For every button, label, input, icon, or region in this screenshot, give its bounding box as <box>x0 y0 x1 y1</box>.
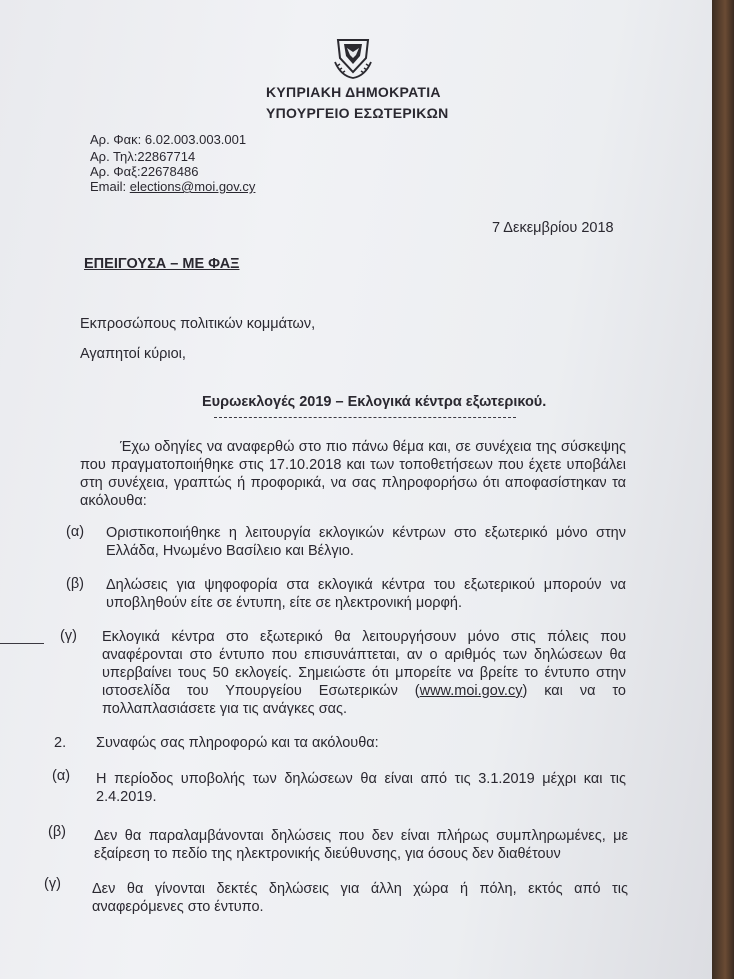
country-heading: ΚΥΠΡΙΑΚΗ ΔΗΜΟΚΡΑΤΙΑ <box>266 84 441 100</box>
item-label: (γ) <box>44 876 61 892</box>
item-label: (α) <box>52 768 71 784</box>
list-item: Οριστικοποιήθηκε η λειτουργία εκλογικών κέντρων στο εξωτερικό μόνο στην Ελλάδα, Ηνωμένο Βασίλειο και Βέλγιο. <box>106 525 626 559</box>
list-item: Δεν θα παραλαμβάνονται δηλώσεις που δεν είναι πλήρως συμπληρωμένες, με εξαίρεση το πεδίο της ηλεκτρονικής διεύθυνσης, για όσους δεν διαθέτουν <box>94 828 628 862</box>
subject-divider <box>214 417 516 418</box>
ministry-website-link[interactable]: www.moi.gov.cy <box>419 683 523 699</box>
subject-line: Ευρωεκλογές 2019 – Εκλογικά κέντρα εξωτερικού. <box>202 394 547 410</box>
coat-of-arms-icon <box>329 32 377 80</box>
fax-number: Αρ. Φαξ:22678486 <box>90 164 199 179</box>
list-item: Η περίοδος υποβολής των δηλώσεων θα είναι από τις 3.1.2019 μέχρι και τις 2.4.2019. <box>96 771 626 805</box>
item-label: (α) <box>66 524 85 540</box>
item-label: (β) <box>48 824 66 840</box>
item-label: (γ) <box>60 628 77 644</box>
email-link[interactable]: elections@moi.gov.cy <box>129 179 256 194</box>
item-text-part: Εκλογικά κέντρα στο εξωτερικό θα λειτουργήσουν μόνο στις πόλεις που αναφέρονται στο έντυπο που επισυνάπτεται, αν ο αριθμός των δηλώσεων θα υπερβαίνει τους 50 εκλογείς. Σημειώστε ότι μπορείτε να βρείτε το έντυπο στην ιστοσελίδα του Υπουργείου Εσωτερικών ( <box>102 629 626 699</box>
list-item: Δεν θα γίνονται δεκτές δηλώσεις για άλλη χώρα ή πόλη, εκτός από τις αναφερόμενες στο έντυπο. <box>92 881 628 915</box>
background-edge <box>712 0 734 979</box>
item-label: (β) <box>66 576 84 592</box>
intro-paragraph: Έχω οδηγίες να αναφερθώ στο πιο πάνω θέμα και, σε συνέχεια της σύσκεψης που πραγματοποιήθηκε στις 17.10.2018 και των τοποθετήσεων που έχετε υποβάλει στη συνέχεια, γραπτώς ή προφορικά, να σας πληροφορήσω ότι αποφασίστηκαν τα ακόλουθα: <box>80 439 626 509</box>
recipient: Εκπροσώπους πολιτικών κομμάτων, <box>80 316 316 332</box>
item-text-part: ) και να το πολλαπλασιάσετε για τις ανάγκες σας. <box>102 683 626 717</box>
list-item <box>102 628 626 718</box>
list-item: Δηλώσεις για ψηφοφορία στα εκλογικά κέντρα του εξωτερικού μπορούν να υποβληθούν είτε σε έντυπη, είτε σε ηλεκτρονική μορφή. <box>106 577 626 611</box>
margin-mark <box>0 643 44 644</box>
telephone: Αρ. Τηλ:22867714 <box>90 149 196 164</box>
salutation: Αγαπητοί κύριοι, <box>80 346 186 362</box>
section-number: 2. <box>54 735 67 751</box>
urgent-label: ΕΠΕΙΓΟΥΣΑ – ΜΕ ΦΑΞ <box>84 256 240 272</box>
email-line <box>90 179 255 195</box>
file-number: Αρ. Φακ: 6.02.003.003.001 <box>90 132 247 147</box>
letter-date: 7 Δεκεμβρίου 2018 <box>492 220 614 236</box>
email-label: Email: <box>90 179 127 194</box>
ministry-heading: ΥΠΟΥΡΓΕΙΟ ΕΣΩΤΕΡΙΚΩΝ <box>266 105 449 121</box>
section-heading: Συναφώς σας πληροφορώ και τα ακόλουθα: <box>96 735 379 751</box>
